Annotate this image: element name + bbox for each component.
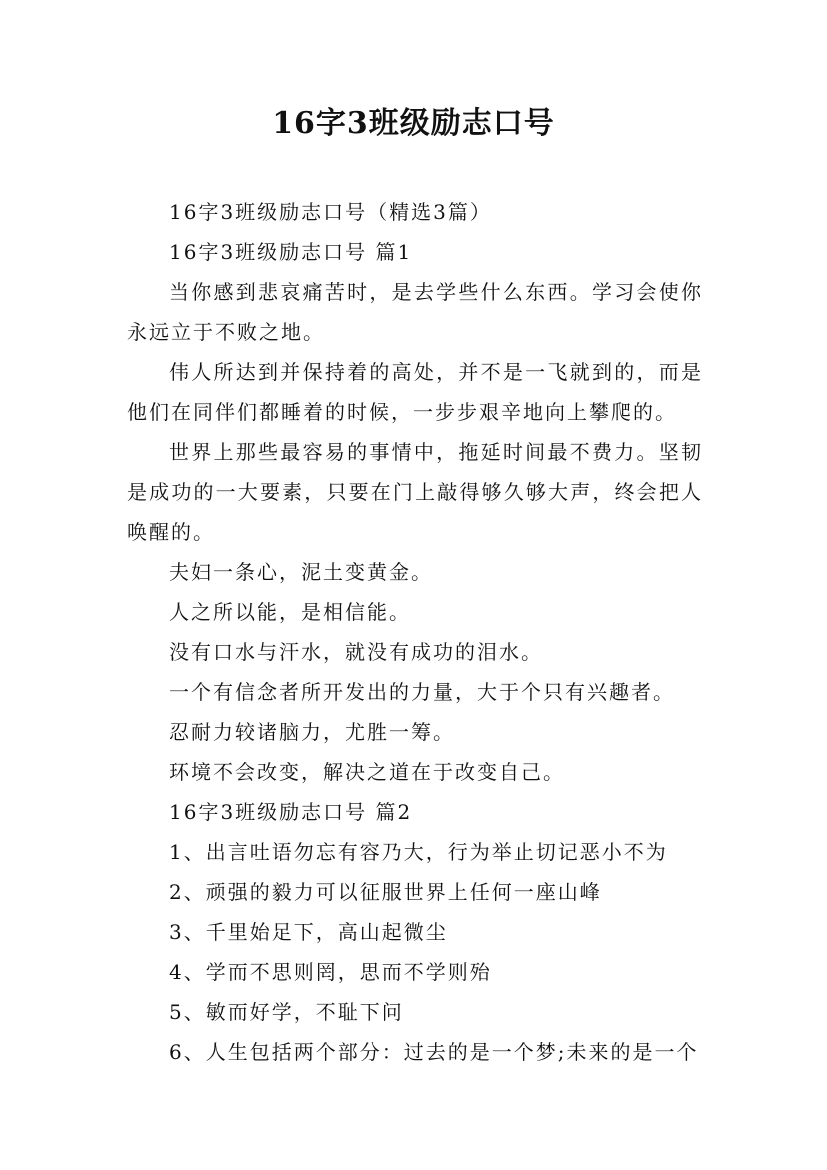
paragraph: 夫妇一条心，泥土变黄金。: [169, 560, 433, 584]
paragraph-intro: 16字3班级励志口号（精选3篇）: [169, 200, 492, 224]
paragraph: 世界上那些最容易的事情中，拖延时间最不费力。坚韧是成功的一大要素，只要在门上敲得够久够大声，终会把人唤醒的。: [127, 440, 703, 544]
paragraph: 当你感到悲哀痛苦时，是去学些什么东西。学习会使你永远立于不败之地。: [127, 280, 703, 344]
paragraph: 没有口水与汗水，就没有成功的泪水。: [169, 640, 543, 664]
section-heading-2: 16字3班级励志口号 篇2: [169, 800, 413, 824]
paragraph: 忍耐力较诸脑力，尤胜一筹。: [169, 720, 455, 744]
document-body: [127, 192, 703, 1072]
list-item: 4、学而不思则罔，思而不学则殆: [169, 960, 492, 984]
paragraph: 环境不会改变，解决之道在于改变自己。: [169, 760, 565, 784]
list-item: 3、千里始足下，高山起微尘: [169, 920, 448, 944]
paragraph: 一个有信念者所开发出的力量，大于个只有兴趣者。: [169, 680, 675, 704]
list-item: 5、敏而好学，不耻下问: [169, 1000, 404, 1024]
list-item: 2、顽强的毅力可以征服世界上任何一座山峰: [169, 880, 602, 904]
list-item: 6、人生包括两个部分：过去的是一个梦;未来的是一个: [169, 1040, 699, 1064]
section-heading-1: 16字3班级励志口号 篇1: [169, 240, 413, 264]
paragraph: 伟人所达到并保持着的高处，并不是一飞就到的，而是他们在同伴们都睡着的时候，一步步艰辛地向上攀爬的。: [127, 360, 703, 424]
paragraph: 人之所以能，是相信能。: [169, 600, 411, 624]
list-item: 1、出言吐语勿忘有容乃大，行为举止切记恶小不为: [169, 840, 668, 864]
document-title: 16字3班级励志口号: [272, 106, 555, 141]
